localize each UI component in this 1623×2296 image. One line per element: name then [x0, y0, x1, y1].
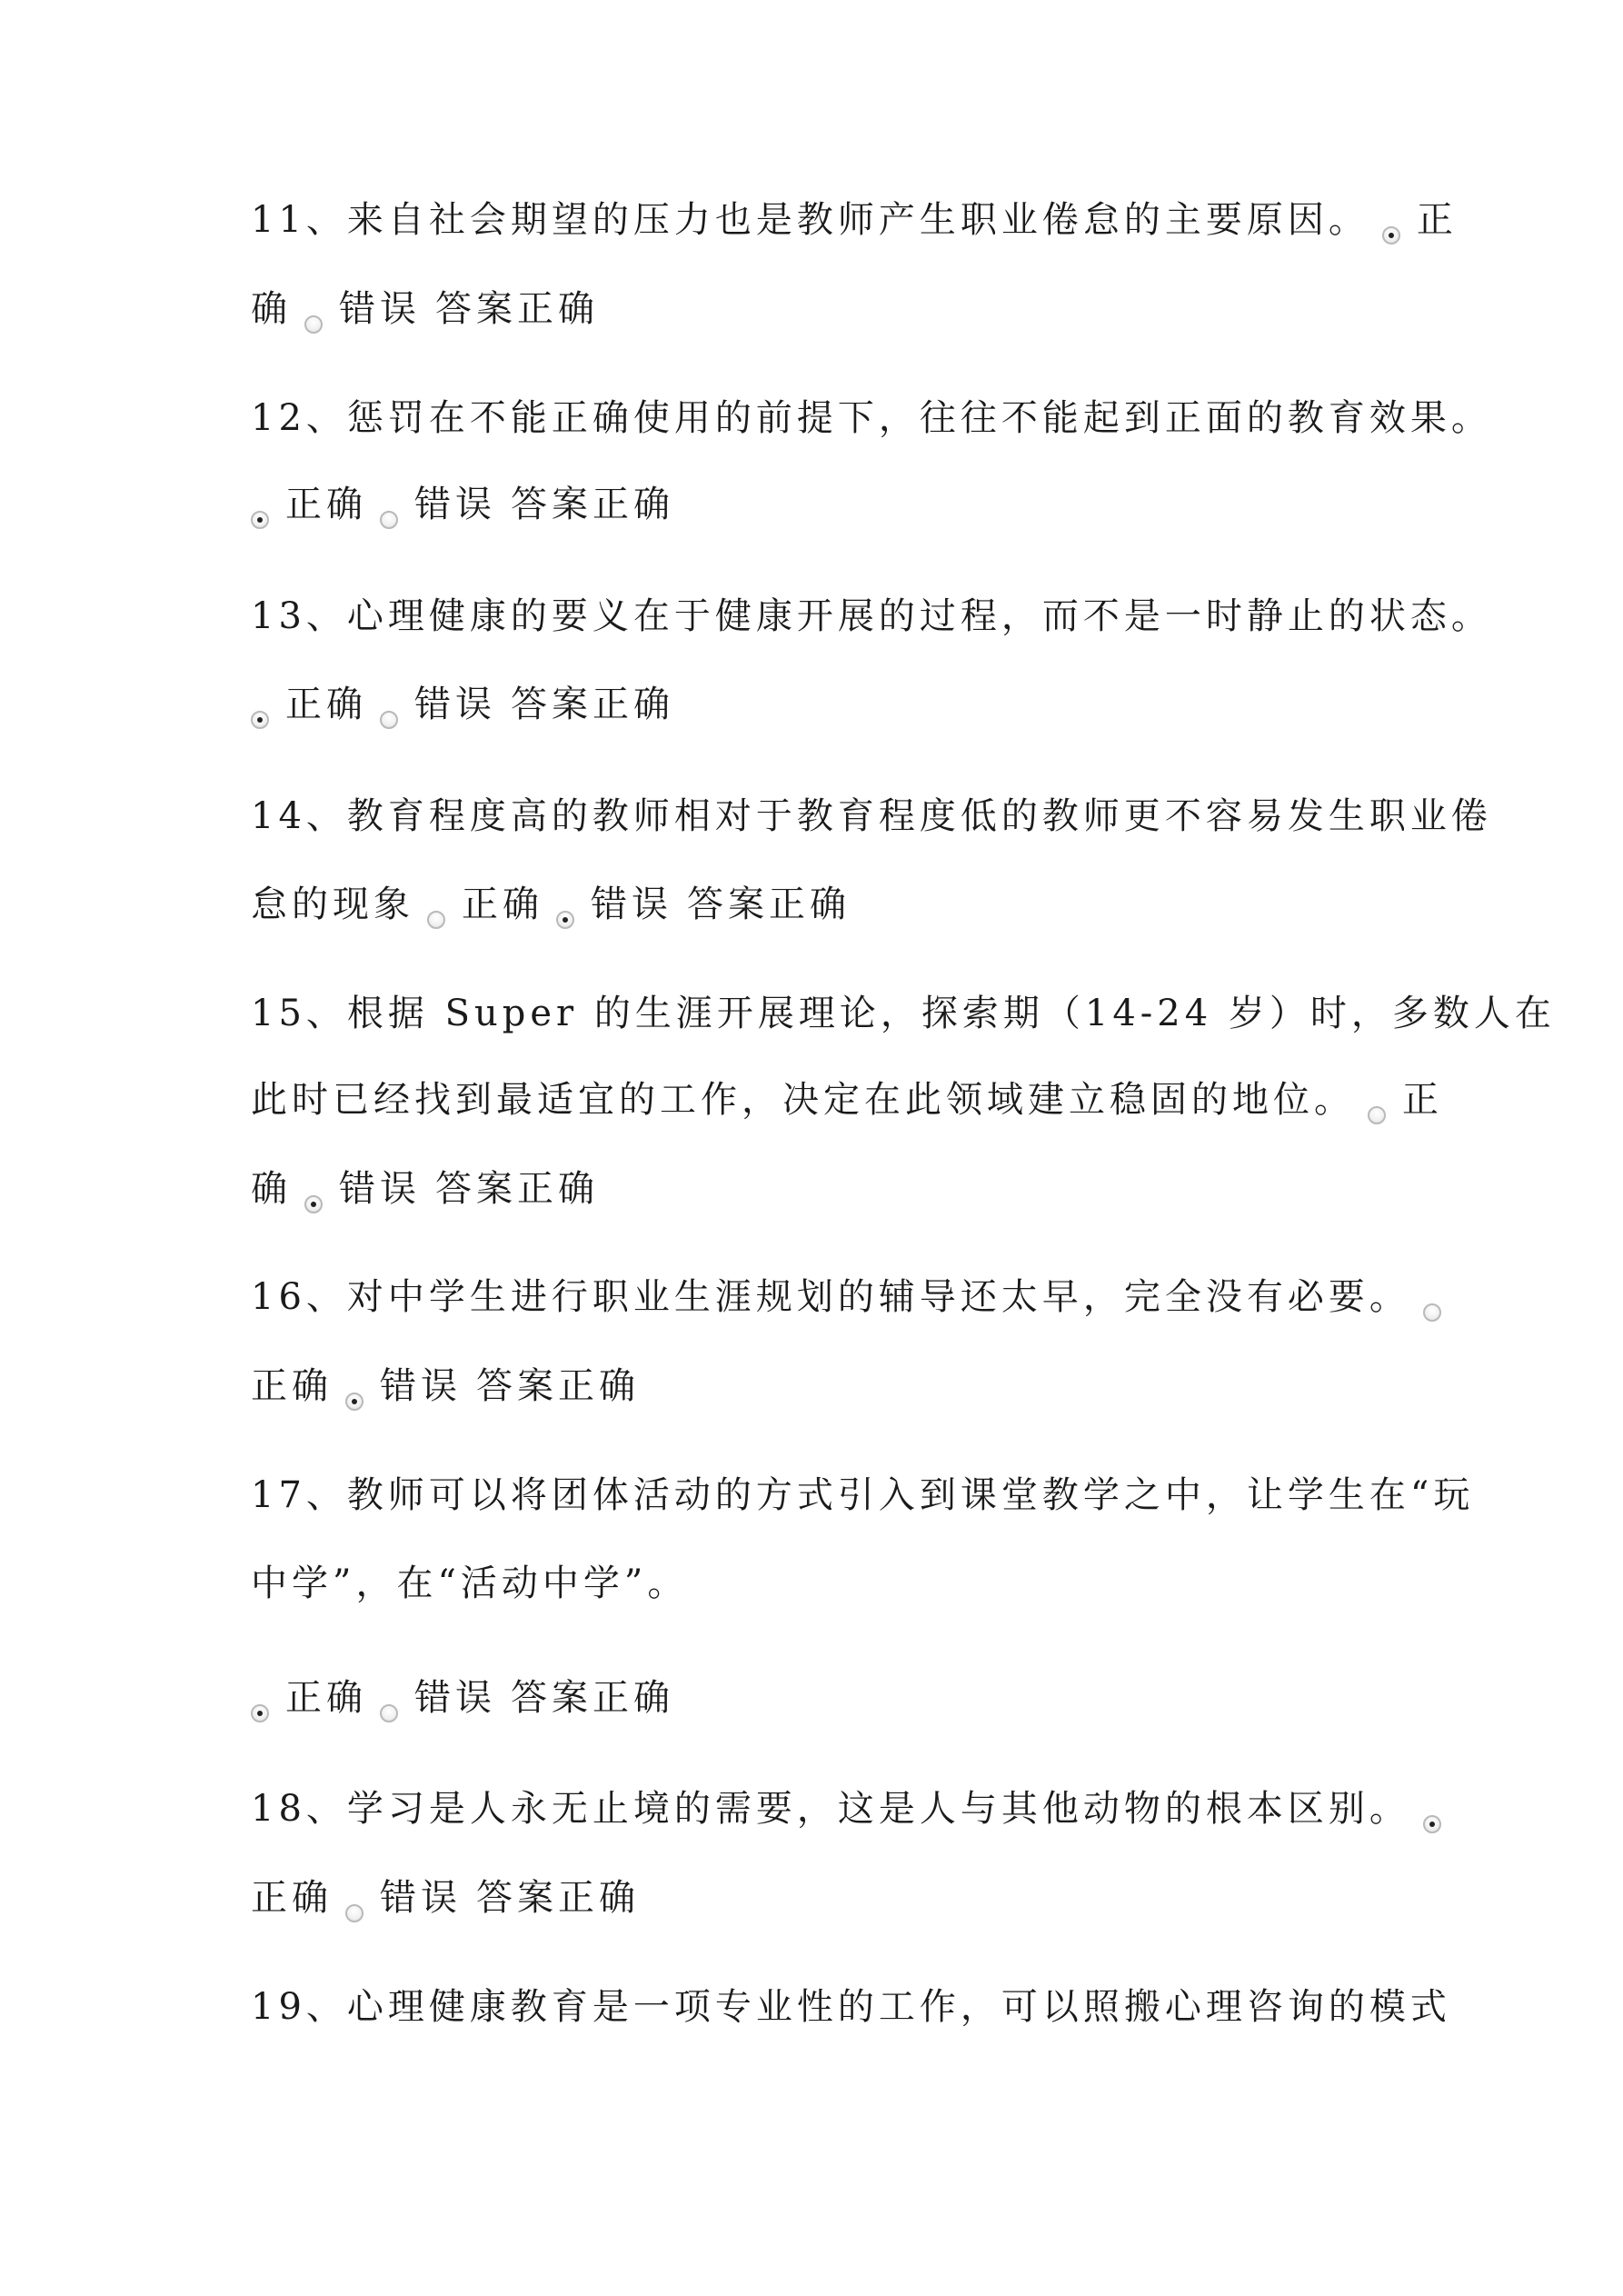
- question-14-options: [251, 877, 851, 932]
- option-true-label: 正确: [251, 1365, 333, 1407]
- question-text: 14、教育程度高的教师相对于教育程度低的教师更不容易发生职业倦: [251, 795, 1492, 837]
- option-true-label: 正确: [285, 484, 367, 525]
- question-text: 19、心理健康教育是一项专业性的工作，可以照搬心理咨询的模式: [251, 1986, 1451, 2028]
- radio-true[interactable]: [251, 711, 269, 729]
- question-16-options: [251, 1359, 640, 1413]
- question-14: [251, 789, 1492, 844]
- question-17-options: [251, 1671, 674, 1725]
- option-false-label: 错误: [339, 288, 421, 330]
- radio-false[interactable]: [304, 315, 323, 334]
- question-13-options: [251, 677, 674, 732]
- question-16: [251, 1270, 1458, 1324]
- question-18-options: [251, 1871, 640, 1925]
- question-text: 16、对中学生进行职业生涯规划的辅导还太早，完全没有必要。: [251, 1276, 1410, 1318]
- question-text: 12、惩罚在不能正确使用的前提下，往往不能起到正面的教育效果。: [251, 397, 1492, 439]
- answer-label: 答案正确: [435, 1168, 599, 1210]
- radio-true[interactable]: [251, 1704, 269, 1722]
- answer-label: 答案正确: [435, 288, 599, 330]
- question-12: [251, 391, 1492, 445]
- question-text-continued: 此时已经找到最适宜的工作，决定在此领域建立稳固的地位。: [251, 1079, 1355, 1121]
- option-true-label: 正确: [462, 883, 543, 925]
- answer-label: 答案正确: [511, 684, 674, 725]
- question-17-line2: [251, 1556, 688, 1611]
- option-true-label: 正确: [285, 1677, 367, 1719]
- option-false-label: 错误: [414, 1677, 496, 1719]
- option-false-label: 错误: [380, 1877, 462, 1919]
- option-true-label-part: 确: [251, 288, 292, 330]
- question-11: [251, 193, 1458, 247]
- question-11-options: [251, 282, 599, 336]
- radio-true[interactable]: [1423, 1815, 1441, 1833]
- option-false-label: 错误: [414, 684, 496, 725]
- question-text: 11、来自社会期望的压力也是教师产生职业倦怠的主要原因。: [251, 199, 1369, 241]
- radio-true[interactable]: [251, 511, 269, 529]
- radio-false[interactable]: [556, 911, 574, 929]
- option-false-label: 错误: [339, 1168, 421, 1210]
- radio-false[interactable]: [380, 711, 398, 729]
- question-text-continued: 中学”，在“活动中学”。: [251, 1562, 689, 1604]
- answer-label: 答案正确: [687, 883, 851, 925]
- answer-label: 答案正确: [511, 1677, 674, 1719]
- question-text: 17、教师可以将团体活动的方式引入到课堂教学之中，让学生在“玩: [251, 1474, 1475, 1516]
- radio-true[interactable]: [1382, 226, 1400, 245]
- question-18: [251, 1782, 1458, 1836]
- answer-label: 答案正确: [511, 484, 674, 525]
- radio-true[interactable]: [1423, 1303, 1441, 1322]
- question-12-options: [251, 477, 674, 532]
- question-text: 13、心理健康的要义在于健康开展的过程，而不是一时静止的状态。: [251, 595, 1492, 637]
- radio-false[interactable]: [380, 1704, 398, 1722]
- question-15-line2: [251, 1073, 1443, 1127]
- radio-false[interactable]: [304, 1195, 323, 1213]
- answer-label: 答案正确: [476, 1877, 640, 1919]
- option-true-label: 正确: [251, 1877, 333, 1919]
- option-false-label: 错误: [414, 484, 496, 525]
- question-17: [251, 1468, 1474, 1522]
- option-true-label: 正确: [285, 684, 367, 725]
- question-text: 15、根据 Super 的生涯开展理论，探索期（14-24 岁）时，多数人在: [251, 993, 1556, 1034]
- option-false-label: 错误: [380, 1365, 462, 1407]
- option-true-label-part: 确: [251, 1168, 292, 1210]
- radio-true[interactable]: [1368, 1106, 1386, 1124]
- option-false-label: 错误: [591, 883, 672, 925]
- radio-true[interactable]: [427, 911, 445, 929]
- question-text: 18、学习是人永无止境的需要，这是人与其他动物的根本区别。: [251, 1788, 1410, 1830]
- option-true-label-part: 正: [1402, 1079, 1443, 1121]
- answer-label: 答案正确: [476, 1365, 640, 1407]
- radio-false[interactable]: [345, 1393, 363, 1411]
- question-15: [251, 986, 1556, 1041]
- radio-false[interactable]: [345, 1904, 363, 1922]
- question-13: [251, 589, 1492, 644]
- radio-false[interactable]: [380, 511, 398, 529]
- question-15-options: [251, 1162, 599, 1216]
- question-19: [251, 1980, 1451, 2034]
- question-text-continued: 怠的现象: [251, 883, 414, 925]
- option-true-label-part: 正: [1416, 199, 1458, 241]
